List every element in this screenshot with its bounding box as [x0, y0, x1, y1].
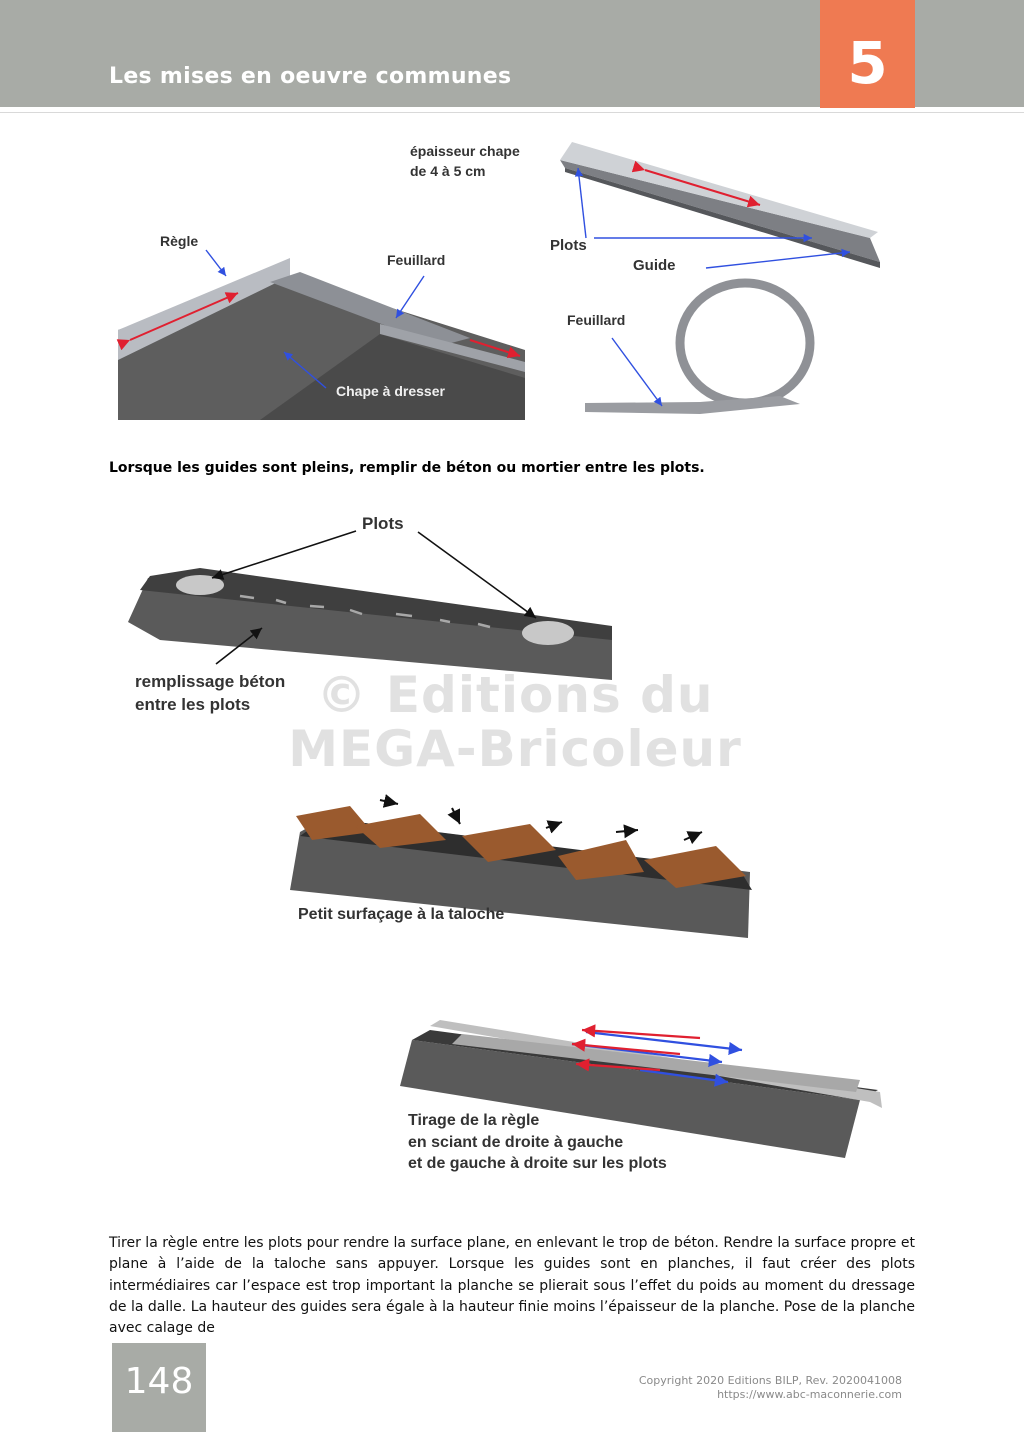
- label-remplissage-line1: remplissage béton: [135, 672, 286, 691]
- label-taloche: Petit surfaçage à la taloche: [298, 906, 505, 923]
- page-number-badge: [112, 1343, 206, 1432]
- label-feuillard: Feuillard: [387, 252, 446, 268]
- figure-caption: Lorsque les guides sont pleins, remplir de béton ou mortier entre les plots.: [109, 460, 705, 476]
- chapter-number: 5: [847, 29, 888, 97]
- watermark-line1: © Editions du: [316, 666, 714, 724]
- label-tirage-line2: en sciant de droite à gauche: [408, 1133, 624, 1151]
- watermark-line2: MEGA-Bricoleur: [288, 720, 742, 778]
- label-chape: Chape à dresser: [336, 383, 445, 399]
- label-plots-2: Plots: [362, 514, 404, 533]
- label-remplissage-line2: entre les plots: [135, 695, 251, 714]
- label-tirage-line3: et de gauche à droite sur les plots: [408, 1155, 667, 1172]
- copyright-text: Copyright 2020 Editions BILP, Rev. 2020041008: [638, 1374, 902, 1387]
- body-paragraph: Tirer la règle entre les plots pour rendre la surface plane, en enlevant le trop de béton. Rendre la surface propre et plane à l’aide de la taloche sans appuyer. Lorsque les guides sont en planches, il faut créer des plots intermédiaires car l’espace est trop important la planche se plierait sous l’effet du poids au moment du dressage de la dalle. La hauteur des guides sera égale à la hauteur finie moins l’épaisseur de la planche. Pose de la planche avec calage de: [109, 1235, 915, 1337]
- label-epaisseur-line2: de 4 à 5 cm: [410, 163, 486, 179]
- footer-url[interactable]: https://www.abc-maconnerie.com: [717, 1388, 902, 1401]
- label-feuillard-coil: Feuillard: [567, 312, 626, 328]
- label-epaisseur-line1: épaisseur chape: [410, 143, 520, 159]
- footer-copyright: [639, 1374, 902, 1402]
- label-regle: Règle: [160, 233, 199, 249]
- label-tirage: [408, 1110, 667, 1175]
- label-plots: Plots: [550, 237, 587, 254]
- section-title: Les mises en oeuvre communes: [109, 64, 512, 89]
- page-number: 148: [124, 1361, 194, 1402]
- label-guide: Guide: [633, 257, 676, 274]
- label-tirage-line1: Tirage de la règle: [408, 1112, 540, 1129]
